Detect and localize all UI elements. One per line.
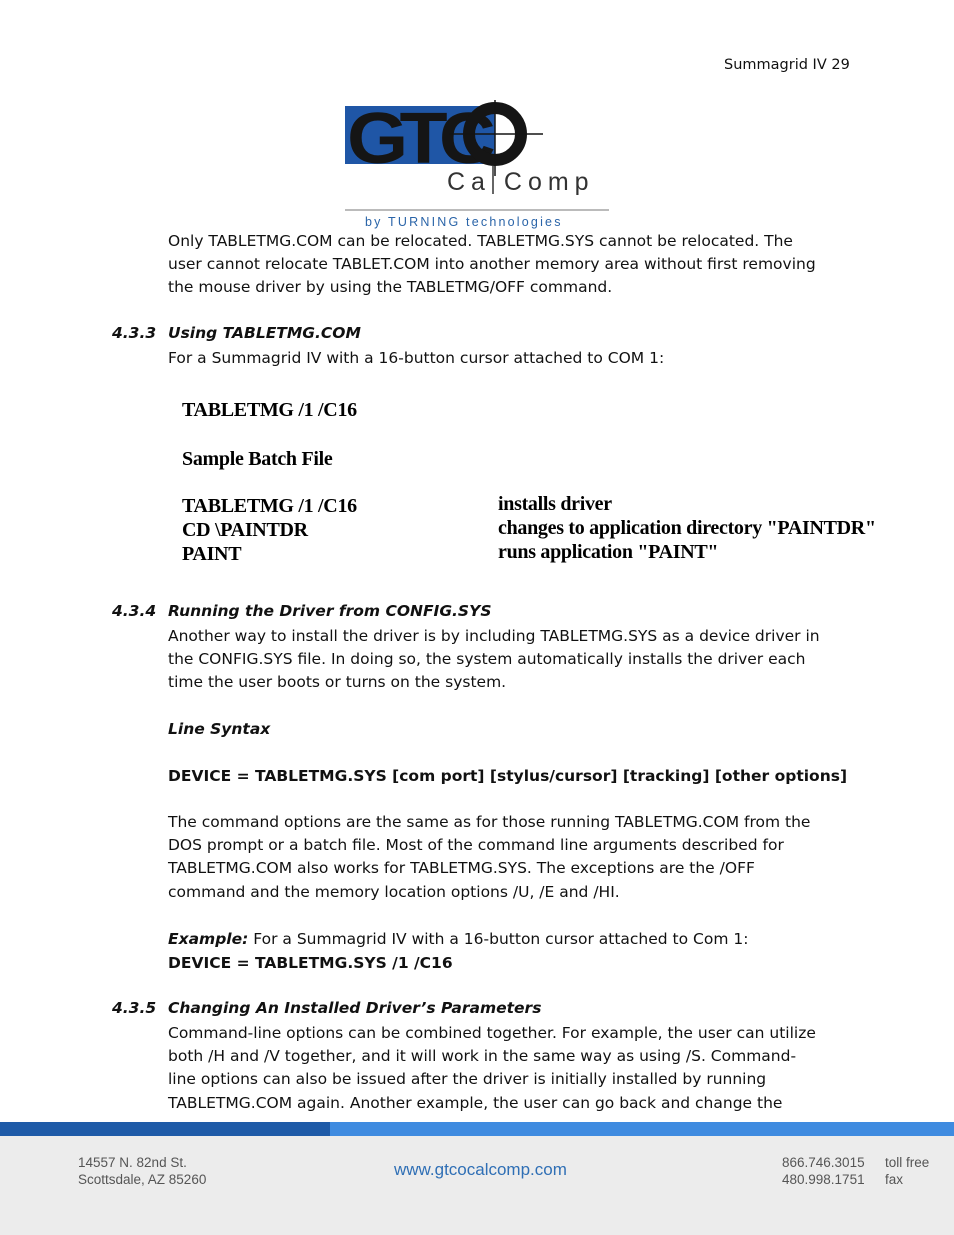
section-number-433: 4.3.3	[112, 324, 157, 342]
example-command: DEVICE = TABLETMG.SYS /1 /C16	[168, 954, 453, 972]
section-number-434: 4.3.4	[112, 602, 157, 620]
scan-command: TABLETMG /1 /C16	[182, 399, 357, 421]
example-line	[168, 928, 848, 951]
svg-text:GTC: GTC	[347, 100, 495, 179]
example-text: For a Summagrid IV with a 16-button cursor attached to Com 1:	[248, 930, 749, 948]
section-title-435: Changing An Installed Driver’s Parameters	[168, 999, 542, 1017]
gtco-calcomp-logo	[343, 100, 613, 232]
page-header: Summagrid IV 29	[724, 57, 850, 73]
footer-phone-labels: toll free fax	[885, 1155, 930, 1187]
scan-batch-descriptions: installs driver changes to application directory "PAINTDR" runs application "PAINT"	[498, 493, 876, 563]
scan-batch-commands: TABLETMG /1 /C16 CD \PAINTDR PAINT	[182, 495, 357, 565]
section-number-435: 4.3.5	[112, 999, 157, 1017]
footer-address: 14557 N. 82nd St. Scottsdale, AZ 85260	[78, 1155, 207, 1187]
footer-phones: 866.746.3015 480.998.1751	[782, 1155, 865, 1187]
footer-bar-light	[330, 1122, 954, 1136]
line-syntax-label: Line Syntax	[168, 720, 271, 738]
example-label: Example:	[168, 930, 249, 948]
section-body-435: Command-line options can be combined together. For example, the user can utilize both /H and /V together, and it will work in the same way as using /S. Command- line options can also be issued after the driver is initially installed by running TABLETMG.COM again. Another example, the user can go back and change the	[168, 1024, 816, 1112]
logo-tagline: by TURNING technologies	[365, 215, 563, 229]
section-title-434: Running the Driver from CONFIG.SYS	[168, 602, 492, 620]
section-body-433: For a Summagrid IV with a 16-button cursor attached to COM 1:	[168, 349, 665, 367]
scan-batch-title: Sample Batch File	[182, 448, 333, 470]
section-body-434: Another way to install the driver is by including TABLETMG.SYS as a device driver in the CONFIG.SYS file. In doing so, the system automatically installs the driver each time the user boots or turns on the system.	[168, 627, 820, 692]
section-title-433: Using TABLETMG.COM	[168, 324, 361, 342]
options-paragraph: The command options are the same as for those running TABLETMG.COM from the DOS prompt or a batch file. Most of the command line arguments described for TABLETMG.COM also works for TABLETMG.SYS. The exceptions are the /OFF command and the memory location options /U, /E and /HI.	[168, 813, 811, 901]
intro-paragraph: Only TABLETMG.COM can be relocated. TABLETMG.SYS cannot be relocated. The user cannot relocate TABLET.COM into another memory area without first removing the mouse driver by using the TABLETMG/OFF command.	[168, 232, 816, 297]
syntax-line: DEVICE = TABLETMG.SYS [com port] [stylus/cursor] [tracking] [other options]	[168, 767, 848, 785]
logo-sub: Ca Comp	[447, 168, 595, 196]
footer-url-link[interactable]: www.gtcocalcomp.com	[394, 1160, 567, 1179]
footer-bar-dark	[0, 1122, 330, 1136]
